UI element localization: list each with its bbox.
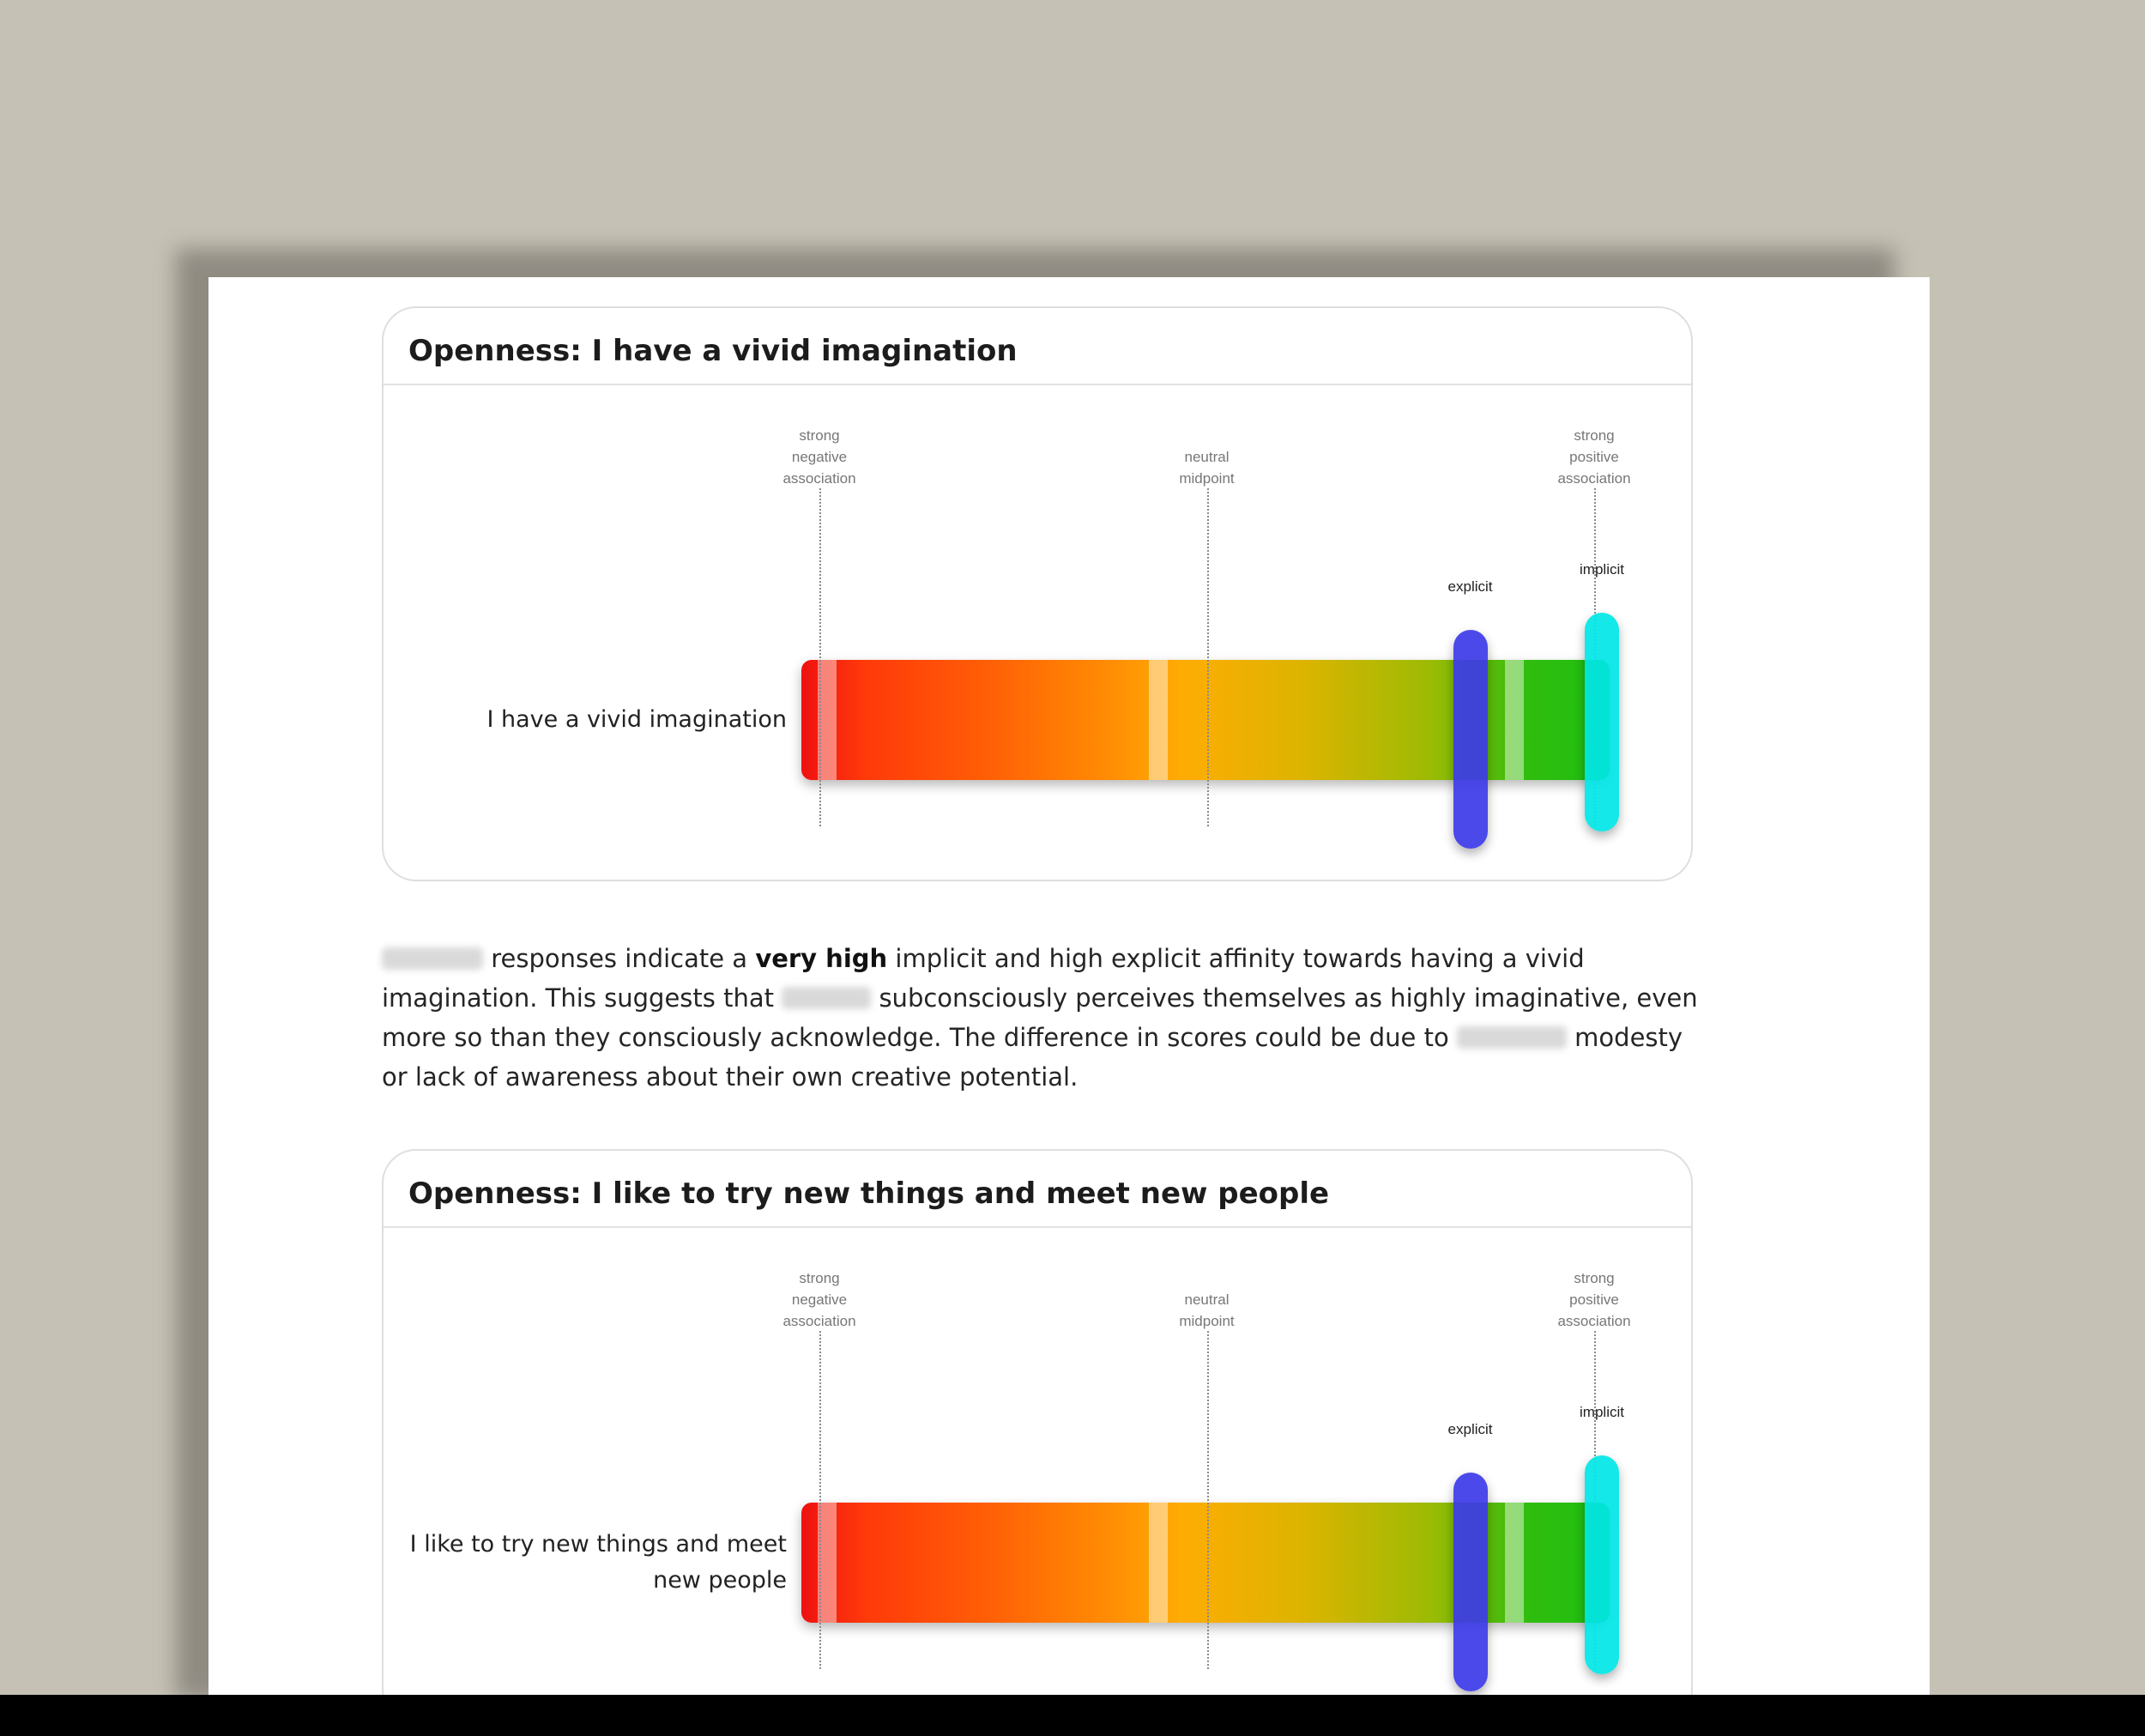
para-emphasis: very high (755, 944, 888, 973)
para-text-1: responses indicate a (491, 944, 748, 973)
explicit-marker (1453, 1473, 1488, 1691)
bar-stripe (1505, 660, 1524, 780)
implicit-marker (1585, 613, 1619, 832)
redacted-name (1457, 1026, 1567, 1049)
redacted-name (382, 947, 483, 970)
reference-line (819, 1331, 821, 1669)
gradient-bar (801, 1503, 1610, 1623)
reference-line (1207, 488, 1209, 826)
chart-card-new-things (382, 1149, 1693, 1695)
bottom-bar (0, 1695, 2145, 1736)
card-divider (384, 1226, 1691, 1228)
reference-label: strong positive association (1557, 427, 1631, 487)
chart-card-vivid-imagination (382, 306, 1693, 881)
implicit-marker (1585, 1455, 1619, 1674)
explicit-label: explicit (1447, 1421, 1493, 1437)
para-text-4: modesty or lack of awareness about their own creative potential. (382, 1023, 1683, 1092)
chart-title: Openness: I have a vivid imagination (408, 334, 1018, 368)
interpretation-paragraph (382, 939, 1703, 1097)
bar-stripe (1149, 660, 1168, 780)
report-page (208, 277, 1930, 1695)
reference-line (819, 488, 821, 826)
explicit-marker (1453, 630, 1488, 849)
explicit-label: explicit (1447, 578, 1493, 595)
gradient-bar (801, 660, 1610, 780)
bar-stripe (1149, 1503, 1168, 1623)
redacted-name (782, 987, 871, 1009)
reference-line (1207, 1331, 1209, 1669)
reference-label: strong negative association (782, 1270, 856, 1329)
para-text-2: implicit and high explicit affinity towards having a vivid imagination. This suggests that (382, 944, 1585, 1013)
reference-label: neutral midpoint (1179, 449, 1235, 487)
reference-label: strong negative association (782, 427, 856, 487)
para-text-3: subconsciously perceives themselves as highly imaginative, even more so than they consciously acknowledge. The difference in scores could be due to (382, 983, 1698, 1052)
bar-stripe (1505, 1503, 1524, 1623)
implicit-label: implicit (1580, 1404, 1624, 1420)
reference-label: strong positive association (1557, 1270, 1631, 1329)
row-label: I have a vivid imagination (486, 706, 787, 733)
card-divider (384, 384, 1691, 385)
reference-label: neutral midpoint (1179, 1291, 1235, 1329)
implicit-label: implicit (1580, 561, 1624, 578)
row-label: I like to try new things and meet new people (409, 1531, 787, 1594)
chart-title: Openness: I like to try new things and meet new people (408, 1176, 1330, 1211)
